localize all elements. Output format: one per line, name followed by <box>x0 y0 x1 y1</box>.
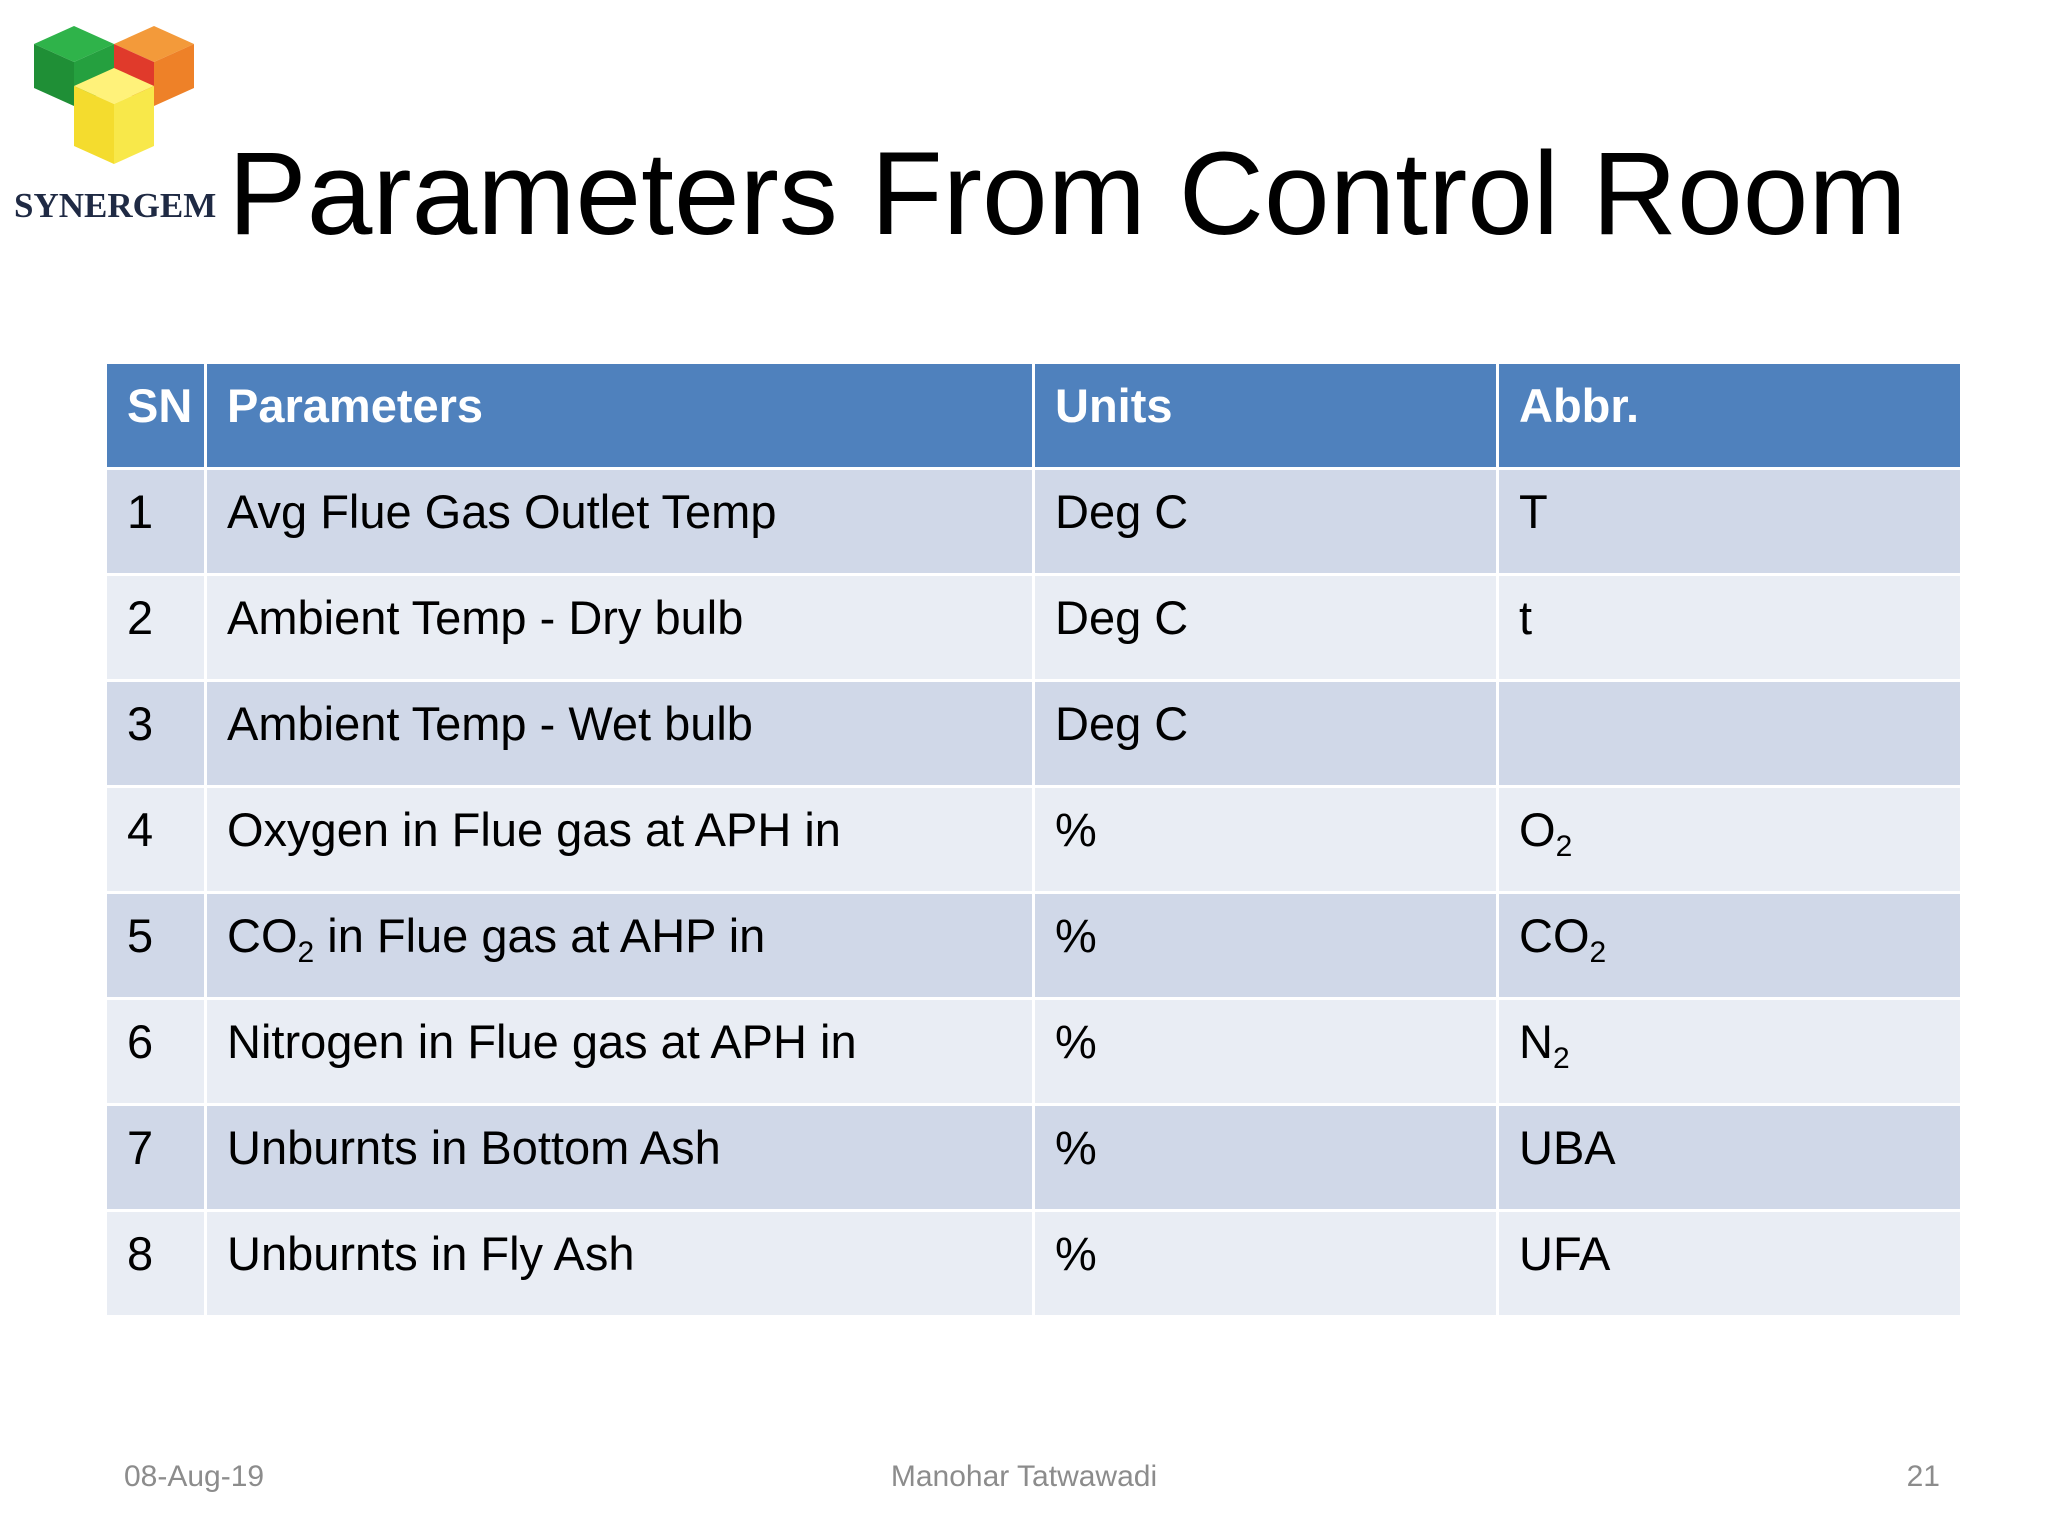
cell-parameter: Nitrogen in Flue gas at APH in <box>206 999 1034 1105</box>
cell-abbr <box>1498 999 1962 1105</box>
cell-parameter: Ambient Temp - Wet bulb <box>206 681 1034 787</box>
cell-units: % <box>1034 893 1498 999</box>
cell-sn: 1 <box>106 469 206 575</box>
table-row <box>106 1105 1962 1211</box>
cell-abbr: UBA <box>1498 1105 1962 1211</box>
cell-abbr <box>1498 787 1962 893</box>
cell-sn: 7 <box>106 1105 206 1211</box>
cell-sn: 3 <box>106 681 206 787</box>
parameter-rest: in Flue gas at AHP in <box>314 909 766 962</box>
page-title: Parameters From Control Room <box>228 128 1907 260</box>
cell-parameter: Unburnts in Bottom Ash <box>206 1105 1034 1211</box>
cell-parameter: Unburnts in Fly Ash <box>206 1211 1034 1317</box>
cell-parameter: Avg Flue Gas Outlet Temp <box>206 469 1034 575</box>
cube-logo-icon <box>22 14 208 184</box>
cell-sn: 5 <box>106 893 206 999</box>
cell-sn: 4 <box>106 787 206 893</box>
footer-author: Manohar Tatwawadi <box>890 1460 1158 1493</box>
table-row <box>106 893 1962 999</box>
abbr-subscript: 2 <box>1555 830 1573 863</box>
cell-units: Deg C <box>1034 681 1498 787</box>
parameter-base: CO <box>227 909 298 962</box>
cell-units: % <box>1034 787 1498 893</box>
cell-parameter <box>206 893 1034 999</box>
table-row <box>106 681 1962 787</box>
cell-sn: 6 <box>106 999 206 1105</box>
header-sn: SN <box>106 363 206 469</box>
cell-abbr: UFA <box>1498 1211 1962 1317</box>
abbr-base: O <box>1519 803 1556 856</box>
cell-units: % <box>1034 1105 1498 1211</box>
table-row <box>106 469 1962 575</box>
cell-parameter: Ambient Temp - Dry bulb <box>206 575 1034 681</box>
table-row <box>106 575 1962 681</box>
parameter-subscript: 2 <box>297 936 315 969</box>
cell-abbr: t <box>1498 575 1962 681</box>
table-row <box>106 999 1962 1105</box>
header-abbr: Abbr. <box>1498 363 1962 469</box>
cell-abbr: T <box>1498 469 1962 575</box>
cell-units: Deg C <box>1034 575 1498 681</box>
cell-units: Deg C <box>1034 469 1498 575</box>
logo-text: SYNERGEM <box>14 186 217 225</box>
abbr-base: CO <box>1519 909 1590 962</box>
abbr-base: N <box>1519 1015 1553 1068</box>
table-row <box>106 1211 1962 1317</box>
table-row <box>106 787 1962 893</box>
cell-units: % <box>1034 999 1498 1105</box>
cell-units: % <box>1034 1211 1498 1317</box>
cell-parameter: Oxygen in Flue gas at APH in <box>206 787 1034 893</box>
table-header-row <box>106 363 1962 469</box>
cell-abbr <box>1498 681 1962 787</box>
abbr-subscript: 2 <box>1552 1042 1570 1075</box>
parameters-table <box>104 361 1963 1318</box>
cell-sn: 2 <box>106 575 206 681</box>
footer-page-number: 21 <box>1906 1460 1940 1493</box>
cell-sn: 8 <box>106 1211 206 1317</box>
header-units: Units <box>1034 363 1498 469</box>
footer-date: 08-Aug-19 <box>124 1460 265 1493</box>
cell-abbr <box>1498 893 1962 999</box>
header-parameters: Parameters <box>206 363 1034 469</box>
abbr-subscript: 2 <box>1589 936 1607 969</box>
synergem-logo <box>14 14 217 234</box>
